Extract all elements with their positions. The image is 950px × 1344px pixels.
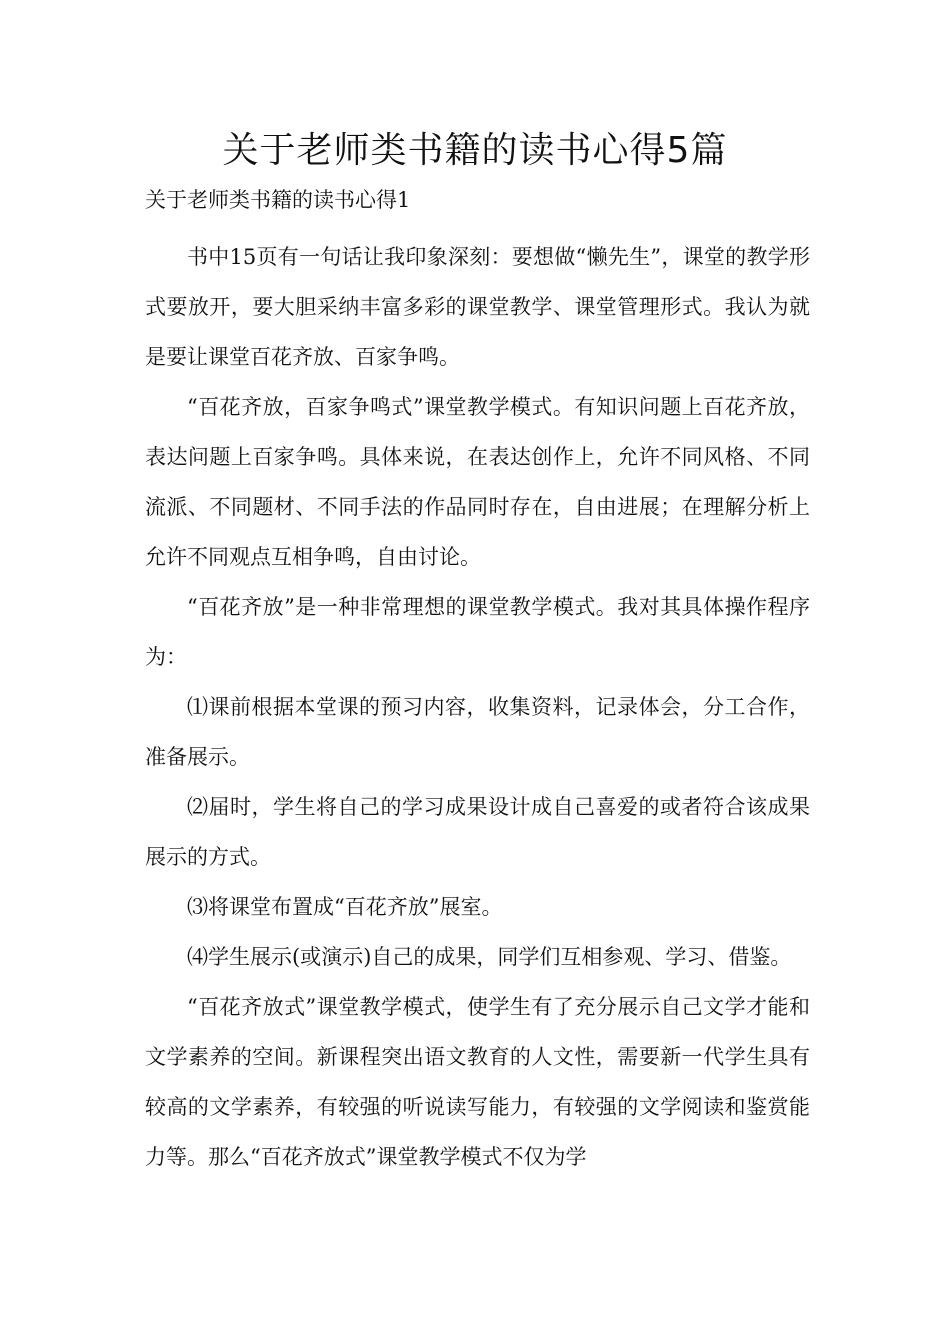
paragraph-4: “百花齐放式”课堂教学模式，使学生有了充分展示自己文学才能和文学素养的空间。新课程突出语文教育的人文性，需要新一代学生具有较高的文学素养，有较强的听说读写能力，有较强的文学阅读和鉴赏能力等。那么“百花齐放式”课堂教学模式不仅为学 bbox=[145, 995, 810, 1169]
document-body bbox=[145, 232, 810, 1182]
paragraph-step-3: ⑶将课堂布置成“百花齐放”展室。 bbox=[187, 895, 503, 919]
paragraph-2: “百花齐放，百家争鸣式”课堂教学模式。有知识问题上百花齐放，表达问题上百家争鸣。具体来说，在表达创作上，允许不同风格、不同流派、不同题材、不同手法的作品同时存在，自由进展；在理解分析上允许不同观点互相争鸣，自由讨论。 bbox=[145, 395, 810, 569]
section-heading: 关于老师类书籍的读书心得1 bbox=[145, 188, 411, 212]
paragraph-step-2: ⑵届时，学生将自己的学习成果设计成自己喜爱的或者符合该成果展示的方式。 bbox=[145, 795, 810, 869]
document-title: 关于老师类书籍的读书心得5篇 bbox=[222, 130, 728, 171]
paragraph-step-4: ⑷学生展示(或演示)自己的成果，同学们互相参观、学习、借鉴。 bbox=[187, 945, 792, 969]
paragraph-1: 书中15页有一句话让我印象深刻：要想做“懒先生”，课堂的教学形式要放开，要大胆采纳丰富多彩的课堂教学、课堂管理形式。我认为就是要让课堂百花齐放、百家争鸣。 bbox=[145, 245, 810, 369]
paragraph-3: “百花齐放”是一种非常理想的课堂教学模式。我对其具体操作程序为： bbox=[145, 595, 810, 669]
paragraph-step-1: ⑴课前根据本堂课的预习内容，收集资料，记录体会，分工合作，准备展示。 bbox=[145, 695, 810, 769]
